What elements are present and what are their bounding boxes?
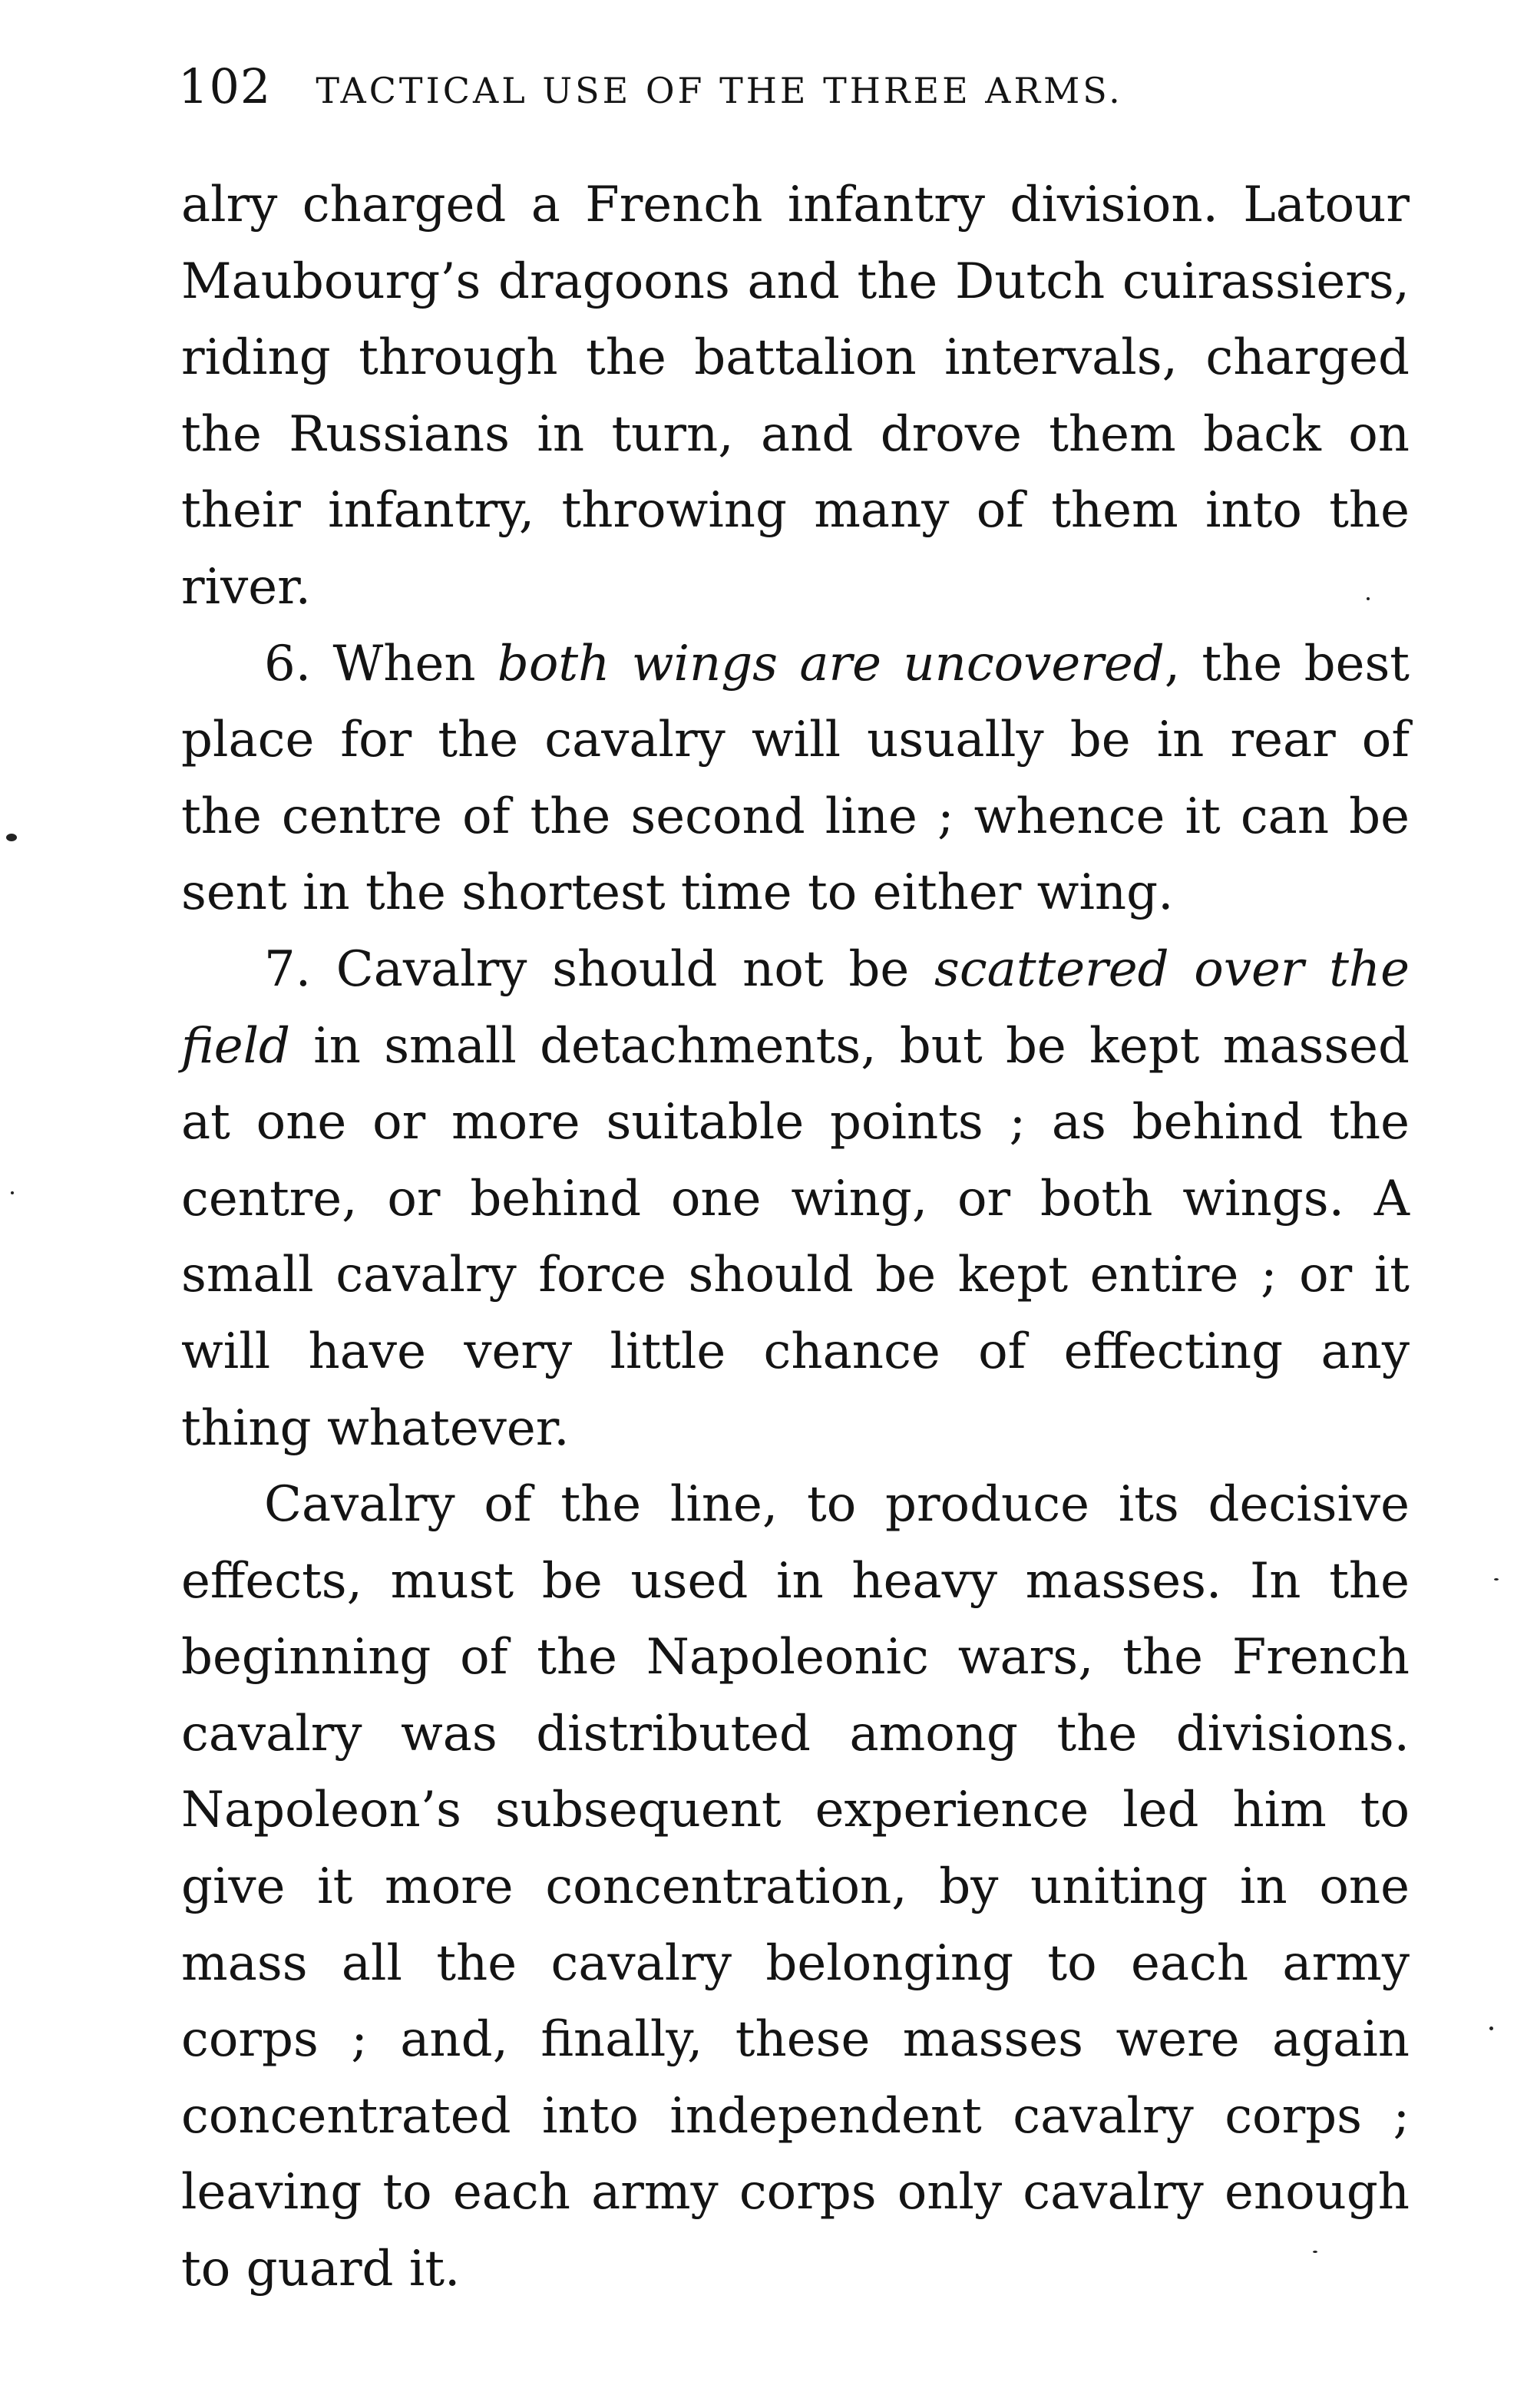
text-line: cavalry was distributed among the divisions. [181,1705,1410,1762]
text-line: riding through the battalion intervals, charged [181,329,1410,387]
scan-speck [6,834,17,841]
text-line: alry charged a French infantry division. Latour [181,177,1410,233]
text-line: place for the cavalry will usually be in rear of [181,712,1410,769]
text-line: the centre of the second line ; whence it can be [181,788,1410,845]
text-line: beginning of the Napoleonic wars, the French [181,1629,1410,1686]
scan-speck [1367,597,1370,600]
scan-speck [1489,2026,1493,2030]
text-line: centre, or behind one wing, or both wings. A [181,1170,1410,1227]
body-text [181,167,1410,2308]
text-line: to guard it. [181,2241,461,2298]
italic-emphasis: field [181,1017,290,1075]
paragraph-7-first-line [181,932,1410,1009]
paragraph-first-line: Cavalry of the line, to produce its decisive [264,1476,1410,1534]
text-line: the Russians in turn, and drove them back on [181,405,1410,463]
text-line: leaving to each army corps only cavalry enough [181,2164,1410,2221]
text-line: mass all the cavalry belonging to each army [181,1934,1410,1992]
page-number: 102 [178,58,272,114]
text-line: corps ; and, finally, these masses were again [181,2011,1410,2069]
text-fragment: 7. Cavalry should not be [264,940,934,998]
text-line: will have very little chance of effecting any [181,1323,1410,1380]
italic-emphasis: both wings are uncovered [497,635,1165,692]
text-line: effects, must be used in heavy masses. In the [181,1552,1410,1610]
text-line: at one or more suitable points ; as behind the [181,1094,1410,1151]
running-title: TACTICAL USE OF THE THREE ARMS. [316,70,1123,111]
text-line: concentrated into independent cavalry corps ; [181,2087,1410,2145]
text-fragment: in small detachments, but be kept massed [290,1017,1410,1075]
text-line: Napoleon’s subsequent experience led him to [181,1782,1410,1839]
scan-speck [1313,2251,1317,2253]
text-line: river. [181,558,311,616]
text-fragment: , the best [1164,635,1410,692]
italic-emphasis: scattered over the [934,940,1410,998]
text-line: sent in the shortest time to either wing. [181,864,1174,922]
text-line: give it more concentration, by uniting in one [181,1858,1410,1916]
page-header [178,58,1406,120]
scan-speck [1494,1578,1499,1581]
text-line: small cavalry force should be kept entire ; or it [181,1247,1410,1304]
scan-speck [11,1191,14,1194]
text-line: their infantry, throwing many of them into the [181,482,1410,540]
text-fragment: 6. When [264,635,497,692]
paragraph-6-first-line [181,626,1410,703]
text-line [181,1009,1410,1085]
text-line: thing whatever. [181,1399,570,1457]
text-line: Maubourg’s dragoons and the Dutch cuirassiers, [181,253,1410,310]
